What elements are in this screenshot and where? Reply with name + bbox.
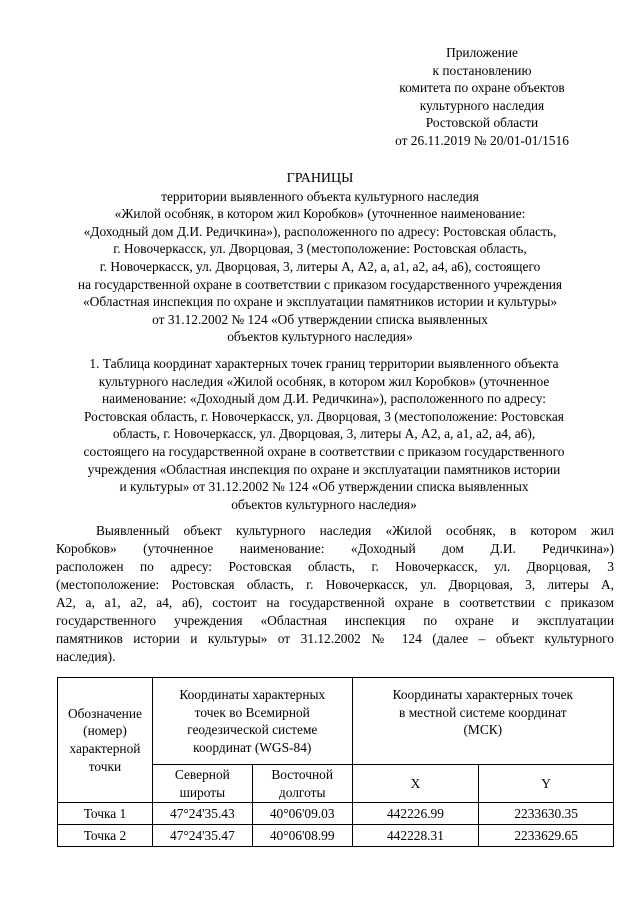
appendix-line: комитета по охране объектов: [399, 80, 565, 96]
cell-x: 442226.99: [352, 803, 479, 825]
paragraph-line: наследия).: [56, 649, 116, 664]
header-line: долготы: [278, 784, 326, 800]
paragraph-line: (местоположение: Ростовская область, г. Новочеркасск, ул. Дворцовая, 3, литеры А,: [56, 577, 614, 592]
subheader-y: Y: [479, 765, 614, 803]
cell-x: 442228.31: [352, 825, 479, 847]
appendix-line: культурного наследия: [419, 97, 545, 113]
appendix-header: [372, 44, 592, 150]
header-line: координат (WGS-84): [193, 739, 312, 755]
appendix-line: Ростовской области: [425, 115, 539, 131]
body-paragraph: [56, 522, 614, 666]
title-heading: ГРАНИЦЫ: [286, 171, 354, 186]
header-wgs84: [152, 678, 352, 765]
table-row: [58, 825, 614, 847]
cell-longitude: 40°06'08.99: [252, 825, 352, 847]
paragraph-line: Выявленный объект культурного наследия «Жилой особняк, в котором жил: [96, 523, 614, 538]
cell-y: 2233629.65: [479, 825, 614, 847]
title-line: г. Новочеркасск, ул. Дворцовая, 3, литеры А, А2, а, а1, а2, а4, а6), состоящего: [99, 258, 541, 274]
coordinates-table: [57, 677, 614, 847]
paragraph-line: памятников истории и культуры» от 31.12.2002 № 124 (далее – объект культурного: [56, 631, 614, 646]
appendix-line: Приложение: [446, 45, 518, 60]
cell-y: 2233630.35: [479, 803, 614, 825]
cell-latitude: 47°24'35.47: [152, 825, 252, 847]
header-line: точек во Всемирной: [194, 704, 310, 720]
header-line: Восточной: [271, 766, 334, 782]
title-line: г. Новочеркасск, ул. Дворцовая, 3 (местоположение: Ростовская область,: [113, 241, 527, 257]
title-line: территории выявленного объекта культурного наследия: [161, 188, 479, 204]
header-line: Северной: [174, 766, 230, 782]
header-line: точки: [88, 758, 122, 774]
paragraph-line: Коробков» (уточненное наименование: «Доходный дом Д.И. Редичкина»): [56, 541, 614, 556]
paragraph-line: расположен по адресу: Ростовская область, г. Новочеркасск, ул. Дворцовая, 3: [56, 559, 614, 574]
subheader-latitude: [152, 765, 252, 803]
title-line: «Доходный дом Д.И. Редичкина»), расположенного по адресу: Ростовская область,: [83, 223, 557, 239]
header-line: широты: [179, 784, 226, 800]
title-line: «Областная инспекция по охране и эксплуатации памятников истории и культуры»: [82, 294, 558, 310]
header-line: в местной системе координат: [399, 704, 567, 720]
subheader-x: X: [352, 765, 479, 803]
section-line: область, г. Новочеркасск, ул. Дворцовая, 3, литеры А, А2, а, а1, а2, а4, а6),: [112, 426, 536, 442]
header-designation: [58, 678, 153, 803]
title-line: на государственной охране в соответствии с приказом государственного учреждения: [77, 276, 563, 292]
header-msk: [352, 678, 613, 765]
section-line: учреждения «Областная инспекция по охране и эксплуатации памятников истории: [87, 461, 561, 477]
cell-latitude: 47°24'35.43: [152, 803, 252, 825]
header-line: геодезической системе: [187, 722, 318, 738]
section-line: наименование: «Доходный дом Д.И. Редичкина»), расположенного по адресу:: [102, 391, 546, 407]
title-line: объектов культурного наследия»: [227, 329, 413, 345]
paragraph-line: государственного учреждения «Областная инспекция по охране и эксплуатации: [56, 613, 614, 628]
header-line: (номер): [83, 723, 127, 739]
section-heading: [56, 355, 592, 513]
header-line: Координаты характерных: [179, 687, 326, 702]
title-line: от 31.12.2002 № 124 «Об утверждении списка выявленных: [152, 311, 488, 327]
title-line: «Жилой особняк, в котором жил Коробков» (уточненное наименование:: [114, 206, 526, 222]
appendix-line: к постановлению: [432, 62, 532, 78]
section-line: культурного наследия «Жилой особняк, в котором жил Коробков» (уточненное: [98, 373, 550, 389]
cell-longitude: 40°06'09.03: [252, 803, 352, 825]
cell-point: Точка 2: [58, 825, 153, 847]
section-line: состоящего на государственной охране в соответствии с приказом государственного: [83, 443, 565, 459]
header-line: Координаты характерных точек: [392, 687, 574, 702]
section-line: объектов культурного наследия»: [231, 496, 417, 512]
header-line: характерной: [69, 741, 141, 756]
paragraph-line: А2, а, а1, а2, а4, а6), состоит на государственной охране в соответствии с приказом: [56, 595, 614, 610]
header-line: Обозначение: [67, 705, 142, 721]
header-line: (МСК): [463, 722, 503, 738]
document-title: [40, 170, 600, 346]
subheader-longitude: [252, 765, 352, 803]
section-line: Ростовская область, г. Новочеркасск, ул. Дворцовая, 3 (местоположение: Ростовская: [84, 408, 564, 424]
cell-point: Точка 1: [58, 803, 153, 825]
section-line: и культуры» от 31.12.2002 № 124 «Об утверждении списка выявленных: [119, 479, 529, 495]
table-row: [58, 803, 614, 825]
appendix-line: от 26.11.2019 № 20/01-01/1516: [395, 132, 569, 148]
section-line: 1. Таблица координат характерных точек границ территории выявленного объекта: [89, 356, 559, 371]
